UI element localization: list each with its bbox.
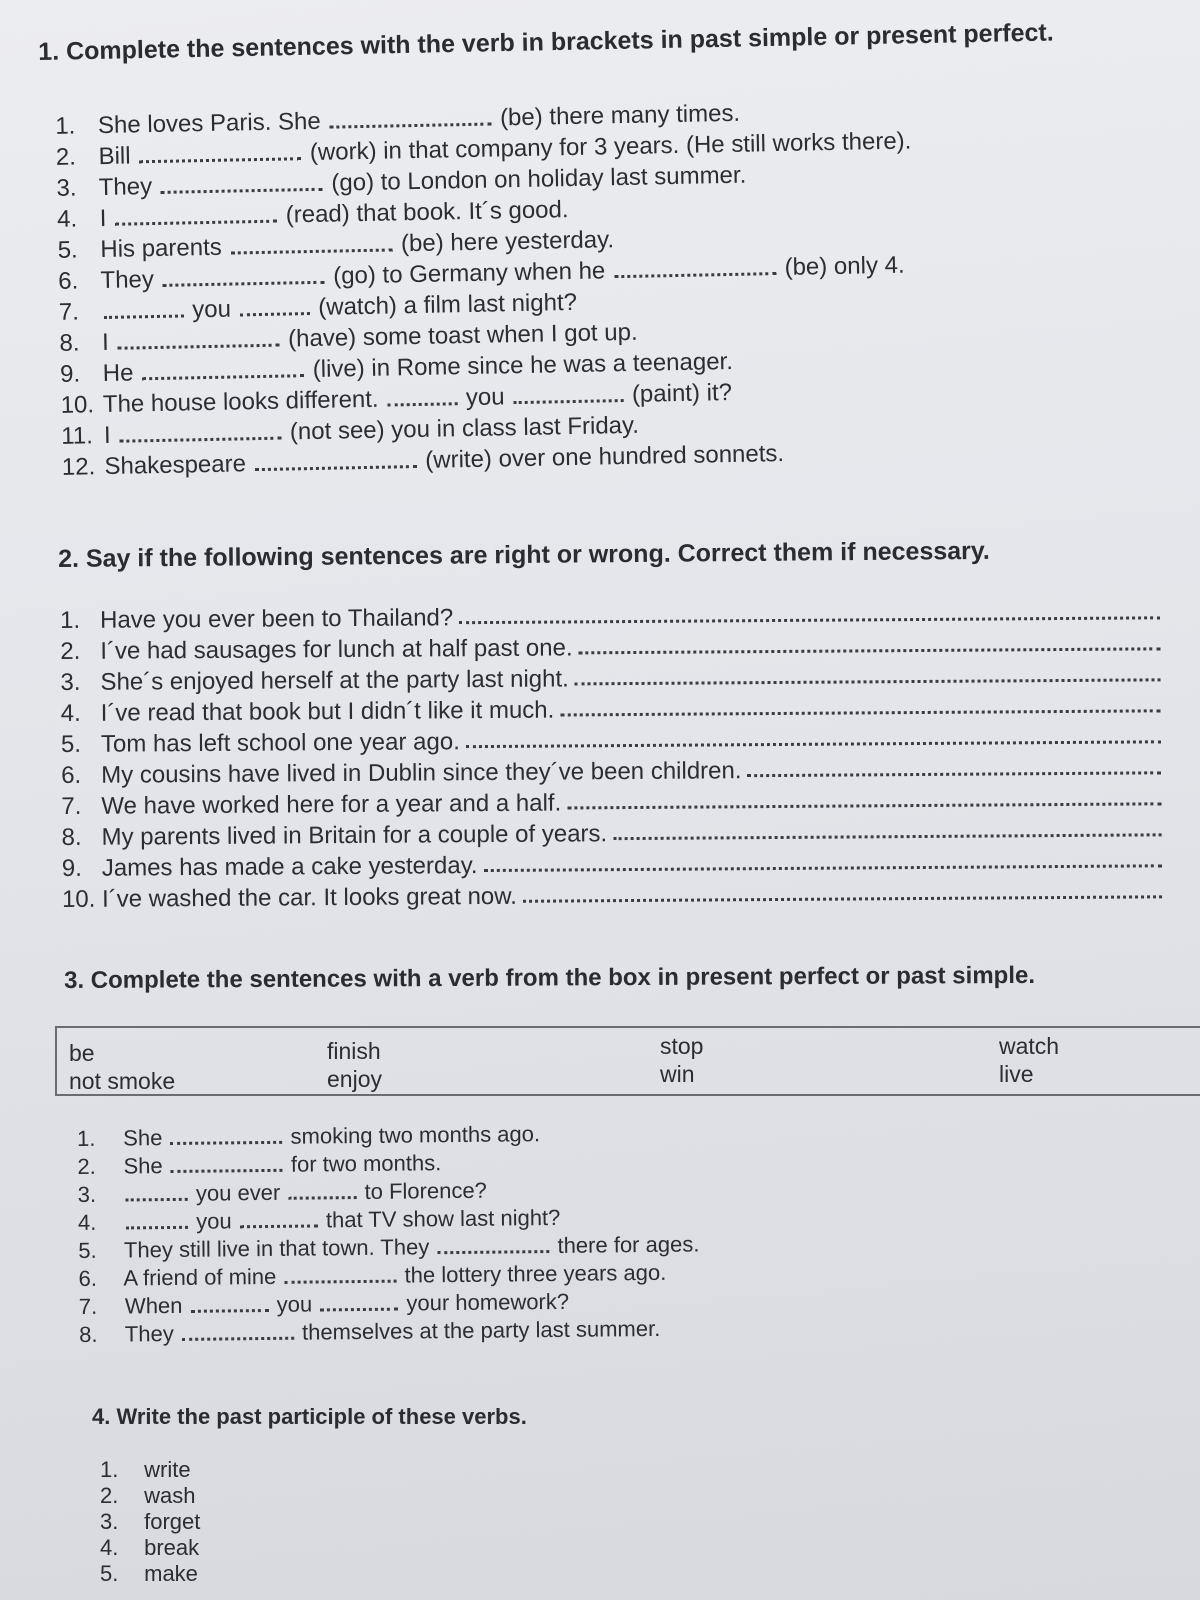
item-text: I [103, 421, 111, 450]
item-text: (live) in Rome since he was a teenager. [312, 347, 734, 384]
answer-blank[interactable] [459, 598, 1160, 624]
box-word: not smoke [69, 1068, 176, 1094]
item-number: 9. [61, 854, 82, 882]
answer-blank[interactable] [171, 1151, 283, 1173]
item-text: His parents [100, 233, 222, 264]
item-text: (read) that book. It´s good. [285, 196, 569, 229]
item-text: Shakespeare [104, 450, 247, 481]
item-number: 1. [76, 1125, 96, 1151]
item-number: 10. [61, 885, 96, 913]
answer-blank[interactable] [160, 170, 322, 194]
item-text: She [123, 1125, 163, 1151]
item-text: I´ve had sausages for lunch at half past one. [100, 634, 573, 665]
item-number: 7. [58, 298, 80, 326]
item-number: 10. [60, 391, 95, 419]
item-text: (write) over one hundred sonnets. [424, 439, 785, 474]
item-text: (work) in that company for 3 years. (He still works there). [309, 127, 912, 167]
answer-blank[interactable] [614, 254, 776, 278]
answer-blank[interactable] [103, 296, 183, 319]
list-item [78, 1259, 666, 1292]
answer-blank[interactable] [437, 1232, 549, 1254]
item-text: The house looks different. [102, 385, 379, 419]
item-text: She´s enjoyed herself at the party last night. [100, 665, 569, 696]
answer-blank[interactable] [284, 1262, 396, 1284]
answer-blank[interactable] [523, 877, 1162, 902]
item-text: I [101, 328, 110, 357]
item-text: to Florence? [364, 1177, 487, 1204]
answer-blank[interactable] [126, 1208, 188, 1230]
item-number: 8. [59, 329, 80, 357]
item-text: (be) there many times. [499, 99, 741, 132]
item-text: They [124, 1320, 174, 1347]
answer-blank[interactable] [115, 202, 277, 226]
item-text: (watch) a film last night? [317, 288, 578, 321]
item-number: 1. [59, 606, 81, 634]
item-number: 2. [55, 143, 77, 171]
item-text: Bill [98, 142, 131, 171]
item-text: your homework? [406, 1288, 570, 1316]
item-number: 1. [55, 112, 76, 140]
item-number: 8. [61, 823, 82, 851]
item-number: 4. [60, 699, 81, 727]
item-text: She loves Paris. She [97, 107, 321, 140]
box-word: win [660, 1061, 695, 1087]
item-number: 7. [78, 1293, 98, 1319]
item-text: that TV show last night? [325, 1204, 561, 1233]
answer-blank[interactable] [387, 384, 457, 406]
item-text: you ever [195, 1179, 281, 1206]
section4-heading: 4. Write the past participle of these verbs. [92, 1404, 527, 1429]
answer-blank[interactable] [119, 419, 281, 443]
section1-heading: 1. Complete the sentences with the verb in brackets in past simple or present perfect. [38, 18, 1054, 66]
item-text: (be) here yesterday. [400, 226, 615, 258]
item-number: 2. [77, 1153, 96, 1179]
answer-blank[interactable] [117, 326, 279, 350]
item-text: (paint) it? [631, 378, 733, 408]
item-number: 6. [78, 1265, 98, 1291]
item-text: When [124, 1292, 183, 1319]
answer-blank[interactable] [239, 294, 309, 316]
item-number: 8. [79, 1321, 98, 1347]
item-number: 12. [61, 453, 96, 481]
answer-blank[interactable] [142, 356, 304, 380]
answer-blank[interactable] [560, 691, 1161, 716]
answer-blank[interactable] [578, 629, 1160, 654]
item-text: They [98, 173, 153, 202]
answer-blank[interactable] [254, 447, 416, 471]
item-text: write [144, 1457, 191, 1482]
answer-blank[interactable] [567, 784, 1161, 809]
item-number: 7. [61, 792, 82, 820]
answer-blank[interactable] [483, 846, 1161, 872]
item-text: you [276, 1291, 313, 1317]
item-number: 11. [61, 422, 94, 450]
item-text: themselves at the party last summer. [301, 1315, 661, 1345]
answer-blank[interactable] [240, 1206, 318, 1228]
list-item [100, 1483, 195, 1509]
list-item [100, 1535, 199, 1561]
item-text: for two months. [290, 1150, 442, 1177]
item-number: 5. [100, 1561, 119, 1586]
item-text: I´ve read that book but I didn´t like it much. [100, 696, 555, 727]
answer-blank[interactable] [139, 139, 301, 163]
answer-blank[interactable] [329, 105, 491, 129]
item-text: you [196, 1208, 232, 1234]
item-text: smoking two months ago. [290, 1121, 541, 1149]
list-item [100, 1561, 198, 1587]
item-number: 3. [77, 1181, 97, 1207]
list-item [79, 1288, 569, 1320]
item-text: you [191, 295, 232, 324]
answer-blank[interactable] [513, 381, 623, 404]
item-number: 4. [77, 1209, 97, 1235]
list-item [77, 1149, 441, 1180]
answer-blank[interactable] [182, 1319, 294, 1341]
item-text: I [99, 204, 107, 233]
item-text: (have) some toast when I got up. [287, 318, 638, 353]
item-text: They [100, 266, 155, 295]
list-item [77, 1120, 540, 1152]
section3-heading: 3. Complete the sentences with a verb from the box in present perfect or past simple. [64, 961, 1036, 994]
answer-blank[interactable] [747, 753, 1161, 777]
item-number: 3. [60, 668, 81, 696]
item-text: My cousins have lived in Dublin since they´ve been children. [101, 757, 742, 789]
box-word: finish [327, 1038, 381, 1064]
answer-blank[interactable] [288, 1178, 356, 1200]
answer-blank[interactable] [190, 1291, 268, 1313]
item-text: They still live in that town. They [123, 1234, 430, 1263]
item-number: 5. [78, 1237, 97, 1263]
item-text: He [102, 359, 134, 388]
answer-blank[interactable] [230, 230, 392, 254]
item-number: 4. [100, 1535, 119, 1560]
item-text: (go) to Germany when he [332, 257, 606, 290]
answer-blank[interactable] [170, 1123, 282, 1145]
item-number: 5. [60, 730, 82, 758]
box-word: stop [660, 1033, 704, 1059]
item-text: break [144, 1535, 200, 1560]
item-text: make [144, 1561, 198, 1586]
item-number: 2. [100, 1483, 119, 1508]
item-number: 5. [57, 236, 78, 264]
list-item [78, 1204, 561, 1236]
box-word: watch [999, 1033, 1060, 1059]
item-text: the lottery three years ago. [404, 1259, 667, 1288]
item-number: 6. [61, 761, 82, 789]
answer-blank[interactable] [320, 1290, 398, 1312]
section2-heading: 2. Say if the following sentences are right or wrong. Correct them if necessary. [58, 536, 990, 573]
list-item [78, 1177, 487, 1208]
item-text: I´ve washed the car. It looks great now. [101, 882, 517, 913]
item-text: We have worked here for a year and a half. [101, 789, 562, 820]
item-text: Have you ever been to Thailand? [99, 604, 454, 634]
item-number: 4. [56, 205, 78, 233]
list-item [100, 1457, 191, 1483]
item-text: forget [144, 1509, 201, 1534]
item-text: My parents lived in Britain for a couple of years. [101, 820, 608, 851]
item-text: Tom has left school one year ago. [100, 728, 460, 758]
word-box [55, 1026, 1200, 1096]
box-word: enjoy [327, 1066, 382, 1092]
item-text: She [123, 1153, 163, 1179]
answer-blank[interactable] [126, 1180, 188, 1202]
item-text: you [465, 383, 505, 412]
box-word: be [69, 1040, 95, 1066]
box-word: live [999, 1061, 1034, 1087]
list-item [100, 1509, 200, 1535]
item-text: (not see) you in class last Friday. [289, 411, 640, 446]
answer-blank[interactable] [613, 815, 1162, 840]
item-number: 9. [59, 360, 81, 388]
answer-blank[interactable] [162, 263, 324, 287]
item-text: there for ages. [557, 1231, 700, 1258]
item-text: A friend of mine [123, 1263, 277, 1291]
list-item [62, 877, 1162, 915]
item-number: 3. [100, 1509, 119, 1534]
item-number: 6. [58, 267, 79, 295]
answer-blank[interactable] [466, 722, 1161, 748]
answer-blank[interactable] [575, 660, 1161, 685]
list-item [79, 1315, 660, 1348]
item-number: 1. [100, 1457, 119, 1482]
item-text: wash [144, 1483, 196, 1508]
item-text: (be) only 4. [784, 251, 905, 281]
item-text: James has made a cake yesterday. [101, 852, 478, 882]
item-text: (go) to London on holiday last summer. [331, 161, 747, 197]
item-number: 3. [56, 174, 77, 202]
item-number: 2. [60, 637, 81, 665]
